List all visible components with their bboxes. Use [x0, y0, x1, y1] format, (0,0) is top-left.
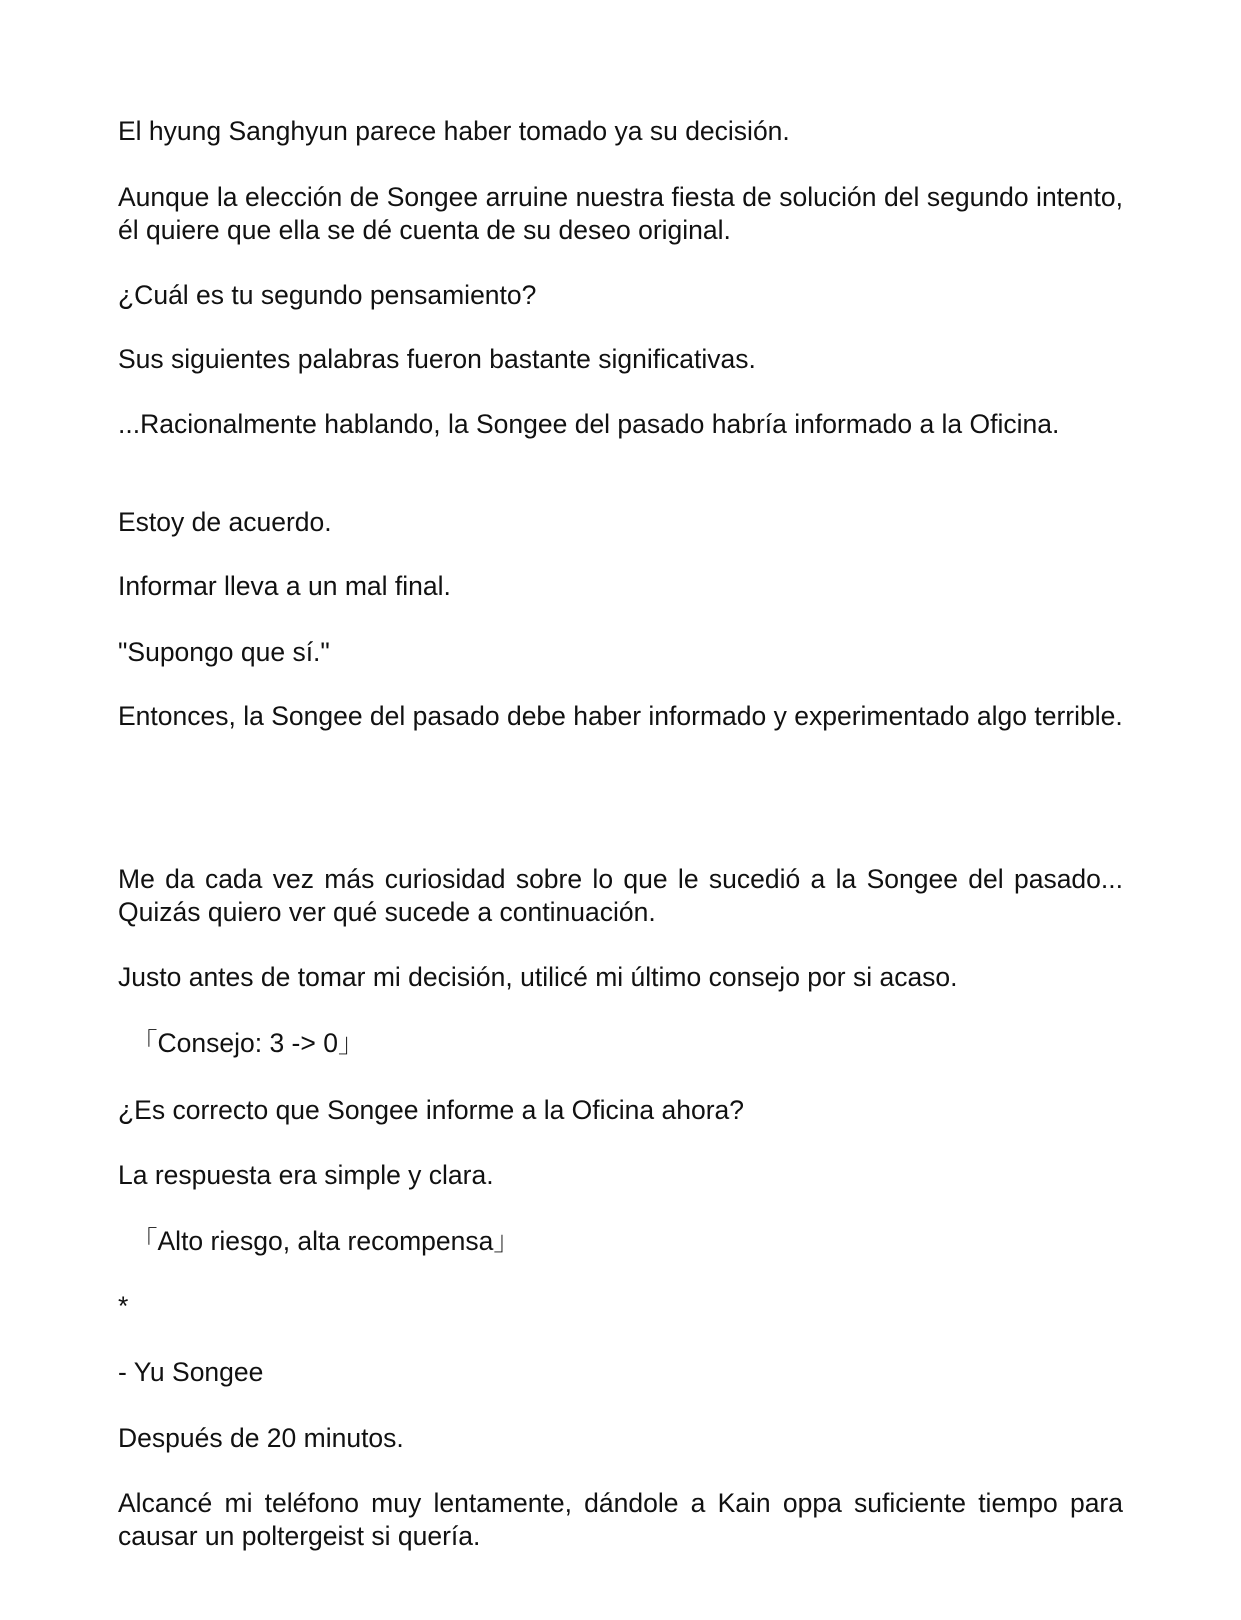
paragraph-10: Me da cada vez más curiosidad sobre lo que le sucedió a la Songee del pasado... Quizás quiero ver qué sucede a continuación. — [118, 864, 1123, 927]
paragraph-11: Justo antes de tomar mi decisión, utilicé mi último consejo por si acaso. — [118, 962, 958, 992]
paragraph-14: La respuesta era simple y clara. — [118, 1160, 494, 1190]
paragraph-2: Aunque la elección de Songee arruine nuestra fiesta de solución del segundo intento, él quiere que ella se dé cuenta de su deseo original. — [118, 182, 1123, 245]
paragraph-6: Estoy de acuerdo. — [118, 507, 332, 537]
paragraph-19: Alcancé mi teléfono muy lentamente, dándole a Kain oppa suficiente tiempo para causar un poltergeist si quería. — [118, 1488, 1123, 1551]
paragraph-7: Informar lleva a un mal final. — [118, 571, 451, 601]
paragraph-18: Después de 20 minutos. — [118, 1423, 404, 1453]
paragraph-13: ¿Es correcto que Songee informe a la Oficina ahora? — [118, 1095, 745, 1125]
paragraph-9: Entonces, la Songee del pasado debe haber informado y experimentado algo terrible. — [118, 701, 1123, 731]
paragraph-5: ...Racionalmente hablando, la Songee del pasado habría informado a la Oficina. — [118, 409, 1060, 439]
paragraph-4: Sus siguientes palabras fueron bastante significativas. — [118, 344, 756, 374]
paragraph-16: * — [118, 1291, 129, 1321]
paragraph-12: 「Consejo: 3 -> 0」 — [131, 1028, 365, 1058]
paragraph-8: "Supongo que sí." — [118, 637, 330, 667]
paragraph-1: El hyung Sanghyun parece haber tomado ya su decisión. — [118, 116, 790, 146]
paragraph-3: ¿Cuál es tu segundo pensamiento? — [118, 280, 537, 310]
paragraph-15: 「Alto riesgo, alta recompensa」 — [131, 1226, 520, 1256]
paragraph-17: - Yu Songee — [118, 1357, 264, 1387]
